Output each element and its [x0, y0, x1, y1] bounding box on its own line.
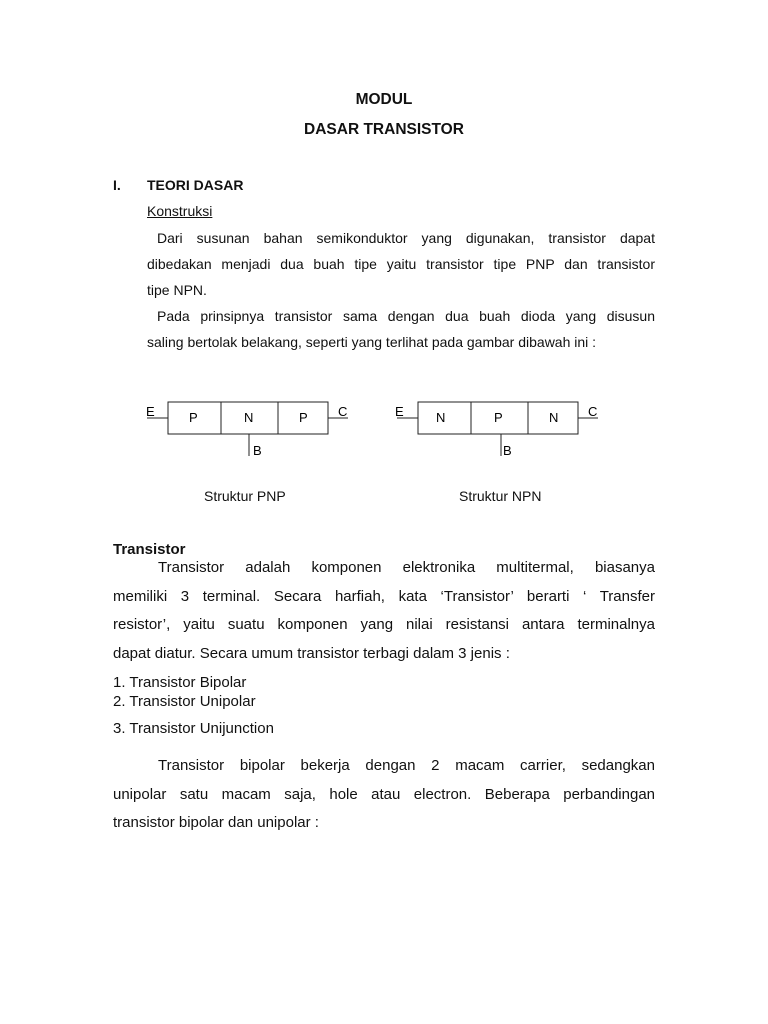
pnp-caption: Struktur PNP: [204, 488, 286, 504]
paragraph-line: Pada prinsipnya transistor sama dengan dua buah dioda yang disusun: [157, 308, 655, 324]
paragraph-bipolar-unipolar: [113, 752, 655, 838]
document-title: MODUL: [355, 91, 413, 108]
segment-label: N: [244, 410, 254, 425]
npn-caption: Struktur NPN: [459, 488, 542, 504]
segment-label: N: [436, 410, 446, 425]
paragraph-line: Dari susunan bahan semikonduktor yang digunakan, transistor dapat: [157, 230, 655, 246]
section-heading: TEORI DASAR: [147, 177, 244, 193]
paragraph-line: dapat diatur. Secara umum transistor terbagi dalam 3 jenis :: [113, 644, 510, 662]
collector-label: C: [338, 404, 348, 419]
emitter-label: E: [395, 404, 404, 419]
segment-label: P: [299, 410, 308, 425]
paragraph-line: saling bertolak belakang, seperti yang terlihat pada gambar dibawah ini :: [147, 334, 597, 350]
emitter-label: E: [146, 404, 155, 419]
paragraph-line: Transistor bipolar bekerja dengan 2 macam carrier, sedangkan: [158, 757, 655, 774]
segment-label: P: [189, 410, 198, 425]
paragraph-transistor-definition: [113, 554, 655, 668]
transistor-heading: Transistor: [113, 541, 186, 558]
paragraph-line: resistor’, yaitu suatu komponen yang nilai resistansi antara terminalnya: [113, 616, 655, 633]
segment-label: N: [549, 410, 559, 425]
base-label: B: [503, 443, 512, 458]
paragraph-line: Transistor adalah komponen elektronika multitermal, biasanya: [158, 559, 655, 576]
paragraph-line: tipe NPN.: [147, 282, 207, 298]
paragraph-line: memiliki 3 terminal. Secara harfiah, kata ‘Transistor’ berarti ‘ Transfer: [113, 587, 655, 605]
paragraph-line: transistor bipolar dan unipolar :: [113, 814, 319, 831]
npn-structure-diagram: [390, 396, 610, 466]
list-item: 1. Transistor Bipolar: [113, 674, 247, 691]
pnp-structure-diagram: [140, 396, 360, 466]
document-subtitle: DASAR TRANSISTOR: [304, 121, 464, 138]
section-number: I.: [113, 177, 121, 193]
list-item: 3. Transistor Unijunction: [113, 720, 274, 737]
section-subheading: Konstruksi: [147, 203, 213, 219]
paragraph-line: dibedakan menjadi dua buah tipe yaitu transistor tipe PNP dan transistor: [147, 256, 655, 272]
base-label: B: [253, 443, 262, 458]
list-item: 2. Transistor Unipolar: [113, 693, 256, 710]
transistor-type-list: [113, 673, 256, 711]
paragraph-construction: [147, 225, 655, 355]
paragraph-line: unipolar satu macam saja, hole atau electron. Beberapa perbandingan: [113, 785, 655, 803]
collector-label: C: [588, 404, 598, 419]
segment-label: P: [494, 410, 503, 425]
